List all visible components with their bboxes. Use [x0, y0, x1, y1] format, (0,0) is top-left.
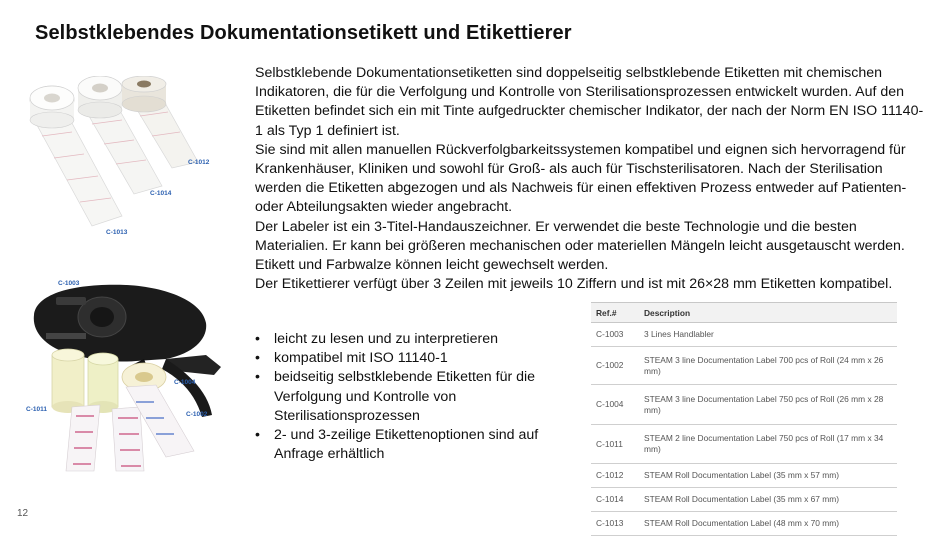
table-cell-description: STEAM 3 line Documentation Label 750 pcs of Roll (26 mm x 28 mm): [639, 385, 897, 425]
table-row: [591, 425, 897, 464]
description-paragraph: Der Labeler ist ein 3-Titel-Handauszeichner. Er verwendet die beste Technologie und die besten Materialien. Er kann bei größeren mechanischen oder materiellen Mängeln leicht ausgetauscht werden. Etikett und Farbwalze können leicht gewechselt werden.: [255, 218, 905, 274]
table-cell-ref: C-1011: [591, 425, 639, 464]
feature-item: • kompatibel mit ISO 11140-1: [254, 349, 564, 368]
hand-labeler-image: [16, 275, 241, 475]
table-cell-description: STEAM 2 line Documentation Label 750 pcs of Roll (17 mm x 34 mm): [639, 425, 897, 464]
table-row: [591, 323, 897, 347]
table-row: [591, 385, 897, 425]
table-cell-description: 3 Lines Handlabler: [639, 323, 897, 347]
description-paragraph: Der Etikettierer verfügt über 3 Zeilen mit jeweils 10 Ziffern und ist mit 26×28 mm Etiketten kompatibel.: [255, 276, 893, 293]
label-rolls-image: [22, 76, 230, 244]
table-row: [591, 464, 897, 488]
slide-title: Selbstklebendes Dokumentationsetikett und Etikettierer: [35, 22, 572, 44]
page-number: 12: [17, 508, 29, 519]
table-row: [591, 347, 897, 385]
table-header-ref: Ref.#: [591, 303, 639, 323]
image-label: C-1003: [58, 280, 80, 287]
description-text: [255, 64, 925, 294]
table-cell-ref: C-1004: [591, 385, 639, 425]
image-label: C-1013: [106, 229, 128, 236]
table-cell-description: STEAM Roll Documentation Label (48 mm x 70 mm): [639, 512, 897, 536]
description-paragraph: Selbstklebende Dokumentationsetiketten sind doppelseitig selbstklebende Etiketten mit chemischen Indikatoren, die für die Verfolgung und Kontrolle von Sterilisationsprozessen entwickelt wurden. Auf den Etiketten befindet sich ein mit Tinte aufgedruckter chemischer Indikator, der nach der Norm EN ISO 11140-1 als Typ 1 definiert ist.: [255, 65, 924, 139]
feature-item: • beidseitig selbstklebende Etiketten für die Verfolgung und Kontrolle von Sterilisationsprozessen: [254, 368, 564, 426]
table-cell-ref: C-1012: [591, 464, 639, 488]
table-cell-description: STEAM Roll Documentation Label (35 mm x 57 mm): [639, 464, 897, 488]
description-paragraph: Sie sind mit allen manuellen Rückverfolgbarkeitssystemen kompatibel und eignen sich hervorragend für Krankenhäuser, Kliniken und sowohl für Groß- als auch für Tischsterilisatoren. Nach der Sterilisation werden die Etiketten abgezogen und als Nachweis für einen effektiven Prozess entweder auf Patienten- oder Abteilungsakten wieder angebracht.: [255, 141, 907, 216]
table-row: [591, 488, 897, 512]
table-cell-ref: C-1002: [591, 347, 639, 385]
image-label: C-1014: [150, 190, 172, 197]
feature-list: [254, 330, 564, 464]
product-table: [591, 302, 897, 536]
feature-item: • leicht zu lesen und zu interpretieren: [254, 330, 564, 349]
table-row: [591, 512, 897, 536]
table-cell-ref: C-1003: [591, 323, 639, 347]
image-label: C-1011: [26, 406, 47, 413]
table-cell-description: STEAM 3 line Documentation Label 700 pcs of Roll (24 mm x 26 mm): [639, 347, 897, 385]
table-header-description: Description: [639, 303, 897, 323]
image-label: C-1004: [174, 379, 196, 386]
image-label: C-1012: [188, 159, 210, 166]
table-cell-ref: C-1014: [591, 488, 639, 512]
image-label: C-1002: [186, 411, 208, 418]
table-cell-ref: C-1013: [591, 512, 639, 536]
table-cell-description: STEAM Roll Documentation Label (35 mm x 67 mm): [639, 488, 897, 512]
feature-item: • 2- und 3-zeilige Etikettenoptionen sind auf Anfrage erhältlich: [254, 426, 564, 464]
